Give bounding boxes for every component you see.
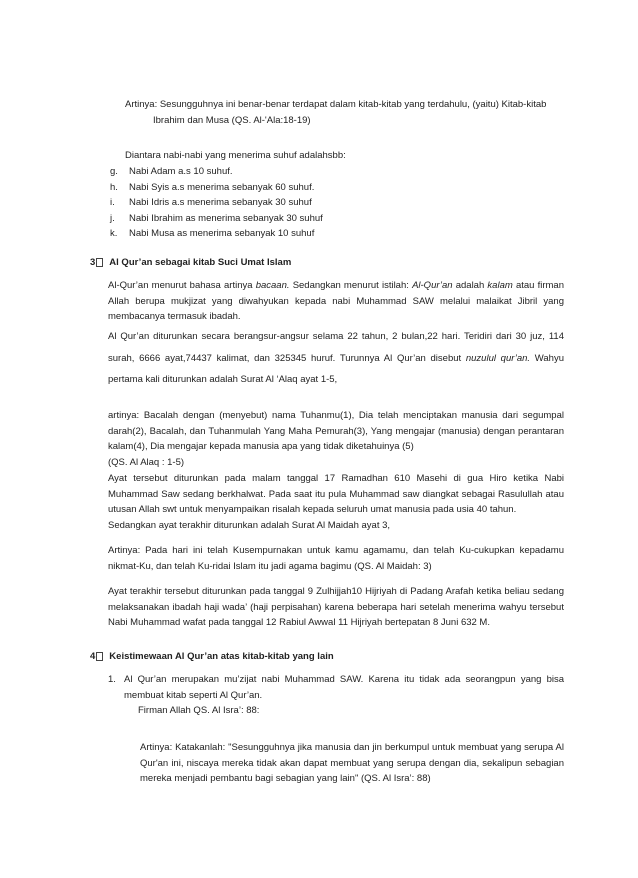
artinya-alaq-paragraph: artinya: Bacalah dengan (menyebut) nama Tuhanmu(1), Dia telah menciptakan manusia dari segumpal darah(2), Bacalah, dan Tuhanmulah Yang Maha Pemurah(3), Yang mengajar (manusia) dengan perantaran kalam(4), Dia mengajar kepada manusia apa yang tidak diketahuinya (5) (QS. Al Alaq : 1-5) (108, 410, 564, 468)
section-number: 3 (90, 257, 96, 268)
bullet-box-icon (96, 258, 103, 267)
last-revelation-paragraph: Ayat terakhir tersebut diturunkan pada tanggal 9 Zulhijjah10 Hijriyah di Padang Arafah ketika beliau sedang melaksanakan ibadah haji wada’ (haji perpisahan) karena beberapa hari setelah menerima wahyu tersebut Nabi Muhammad wafat pada tanggal 12 Rabiul Awwal 11 Hijriyah bertepatan 8 Juni 632 M. (108, 586, 564, 628)
artinya-ala-line2: Ibrahim dan Musa (QS. Al-'Ala:18-19) (153, 114, 311, 126)
item-text: Al Qur’an merupakan mu’zijat nabi Muhammad SAW. Karena itu tidak ada seorangpun yang bisa membuat kitab seperti Al Qur’an. (124, 674, 564, 701)
bullet-box-icon (96, 652, 103, 661)
section-title: Al Qur’an sebagai kitab Suci Umat Islam (109, 257, 292, 268)
artinya-maidah-paragraph: Artinya: Pada hari ini telah Kusempurnakan untuk kamu agamamu, dan telah Ku-cukupkan kepadamu nikmat-Ku, dan telah Ku-ridai Islam itu jadi agama bagimu (QS. Al Maidah: 3) (108, 545, 564, 572)
list-item: i. Nabi Idris a.s menerima sebanyak 30 suhuf (110, 197, 312, 208)
artinya-isra-paragraph: Artinya: Katakanlah: "Sesungguhnya jika manusia dan jin berkumpul untuk membuat yang serupa Al Qur'an ini, niscaya mereka tidak akan dapat membuat yang serupa dengan dia, sekalipun sebagian mereka menjadi pembantu bagi sebagian yang lain" (QS. Al Isra’: 88) (140, 742, 564, 784)
section-number: 4 (90, 651, 96, 662)
artinya-ala-paragraph (125, 97, 565, 128)
section-4-heading (90, 651, 334, 662)
item-label: 1. (108, 674, 116, 685)
keistimewaan-item-1 (108, 672, 564, 719)
section-3-heading (90, 257, 291, 268)
list-item: j. Nabi Ibrahim as menerima sebanyak 30 suhuf (110, 212, 323, 224)
artinya-ala-line1: Artinya: Sesungguhnya ini benar-benar terdapat dalam kitab-kitab yang terdahulu, (yaitu) Kitab-kitab (125, 99, 547, 110)
firman-line: Firman Allah QS. Al Isra’: 88: (138, 705, 260, 716)
list-item: k. Nabi Musa as menerima sebanyak 10 suhuf (110, 228, 315, 239)
first-revelation-paragraph: Ayat tersebut diturunkan pada malam tanggal 17 Ramadhan 610 Masehi di gua Hiro ketika Nabi Muhammad Saw sedang berkhalwat. Pada saat itu pula Muhammad saw diangkat sebagai Rasulullah atau utusan Allah swt untuk menyampaikan risalah kepada seluruh umat manusia pada usia 40 tahun. Sedangkan ayat terakhir diturunkan adalah Surat Al Maidah ayat 3, (108, 473, 564, 531)
list-item: g. Nabi Adam a.s 10 suhuf. (110, 166, 233, 177)
list-item: h. Nabi Syis a.s menerima sebanyak 60 suhuf. (110, 181, 315, 193)
section-title: Keistimewaan Al Qur’an atas kitab-kitab yang lain (109, 651, 334, 662)
suhuf-list (110, 164, 323, 242)
suhuf-intro: Diantara nabi-nabi yang menerima suhuf adalahsbb: (125, 150, 346, 161)
quran-revelation-paragraph: Al Qur’an diturunkan secara berangsur-angsur selama 22 tahun, 2 bulan,22 hari. Teridiri dari 30 juz, 114 surah, 6666 ayat,74437 kalimat, dan 325345 huruf. Turunnya Al Qur’an disebut nuzulul qur’an. Wahyu pertama kali diturunkan adalah Surat Al ‘Alaq ayat 1-5, (108, 331, 564, 385)
quran-definition-paragraph: Al-Qur’an menurut bahasa artinya bacaan. Sedangkan menurut istilah: Al-Qur’an adalah kalam atau firman Allah berupa mukjizat yang diwahyukan kepada nabi Muhammad SAW melalui malaikat Jibril yang membacanya termasuk ibadah. (108, 280, 564, 322)
